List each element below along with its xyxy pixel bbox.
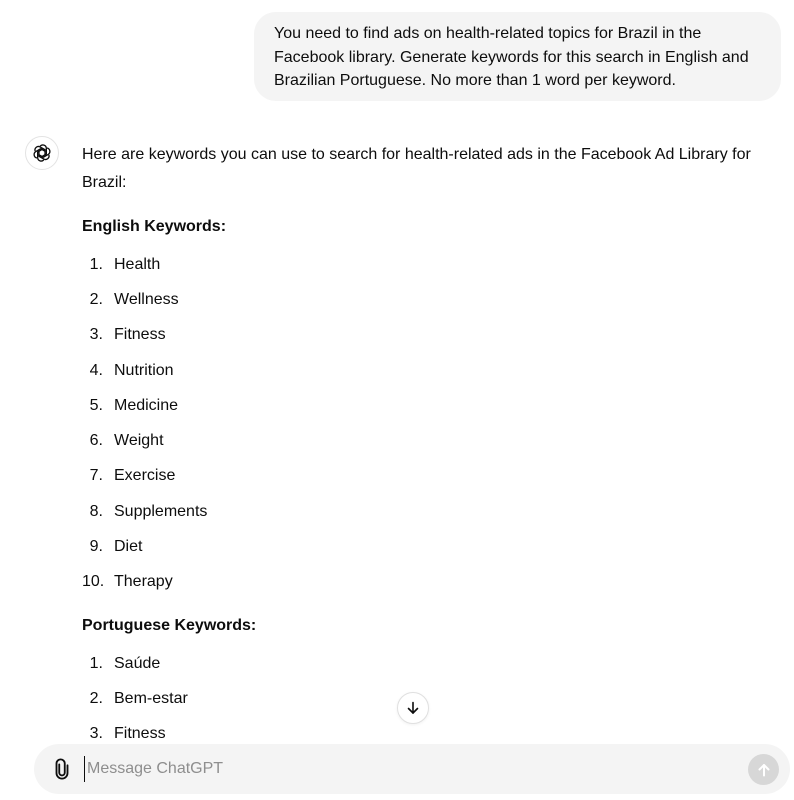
list-item-text: Nutrition bbox=[114, 361, 174, 379]
list-item-number: 7. bbox=[89, 467, 103, 485]
list-item bbox=[82, 529, 762, 564]
list-item bbox=[82, 388, 762, 423]
list-item-text: Health bbox=[114, 255, 161, 273]
portuguese-keywords-heading: Portuguese Keywords: bbox=[82, 616, 257, 634]
list-item bbox=[82, 565, 762, 600]
list-item bbox=[82, 494, 762, 529]
list-item-text: Supplements bbox=[114, 502, 208, 520]
list-item-text: Fitness bbox=[114, 326, 166, 344]
list-item-number: 9. bbox=[89, 538, 103, 556]
user-message-bubble bbox=[254, 12, 781, 101]
list-item-text: Diet bbox=[114, 538, 143, 556]
list-item bbox=[82, 318, 762, 353]
list-item bbox=[82, 423, 762, 458]
list-item bbox=[82, 646, 762, 681]
paperclip-icon bbox=[51, 758, 73, 780]
assistant-intro: Here are keywords you can use to search for health-related ads in the Facebook Ad Library for Brazil: bbox=[82, 146, 751, 191]
list-item-number: 8. bbox=[89, 502, 103, 520]
assistant-message bbox=[82, 141, 762, 764]
user-message-text: You need to find ads on health-related topics for Brazil in the Facebook library. Generate keywords for this search in English and Brazilian Portuguese. No more than 1 word per keyword. bbox=[274, 25, 749, 89]
list-item-number: 1. bbox=[89, 255, 103, 273]
message-composer bbox=[34, 744, 790, 794]
list-item-number: 5. bbox=[89, 396, 103, 414]
attach-button[interactable] bbox=[50, 757, 74, 781]
list-item-number: 4. bbox=[89, 361, 103, 379]
list-item bbox=[82, 353, 762, 388]
scroll-to-bottom-button[interactable] bbox=[397, 692, 429, 724]
arrow-up-icon bbox=[756, 762, 772, 778]
english-keywords-list bbox=[82, 247, 762, 600]
list-item-text: Therapy bbox=[114, 573, 173, 591]
list-item-number: 2. bbox=[89, 689, 103, 707]
list-item-text: Weight bbox=[114, 432, 164, 450]
list-item-text: Wellness bbox=[114, 290, 179, 308]
list-item-number: 3. bbox=[89, 725, 103, 743]
english-keywords-heading: English Keywords: bbox=[82, 218, 227, 235]
assistant-avatar bbox=[25, 136, 59, 170]
list-item-number: 1. bbox=[89, 654, 103, 672]
send-button[interactable] bbox=[748, 754, 779, 785]
list-item-number: 2. bbox=[89, 290, 103, 308]
message-input[interactable] bbox=[84, 756, 687, 782]
list-item bbox=[82, 282, 762, 317]
list-item-number: 3. bbox=[89, 326, 103, 344]
list-item-number: 10. bbox=[82, 573, 105, 591]
list-item-text: Bem-estar bbox=[114, 689, 188, 707]
list-item bbox=[82, 459, 762, 494]
list-item-text: Exercise bbox=[114, 467, 176, 485]
list-item-number: 6. bbox=[89, 432, 103, 450]
list-item bbox=[82, 247, 762, 282]
openai-logo-icon bbox=[32, 143, 52, 163]
list-item-text: Medicine bbox=[114, 396, 179, 414]
list-item-text: Saúde bbox=[114, 654, 161, 672]
list-item-text: Fitness bbox=[114, 725, 166, 743]
arrow-down-icon bbox=[405, 700, 421, 716]
